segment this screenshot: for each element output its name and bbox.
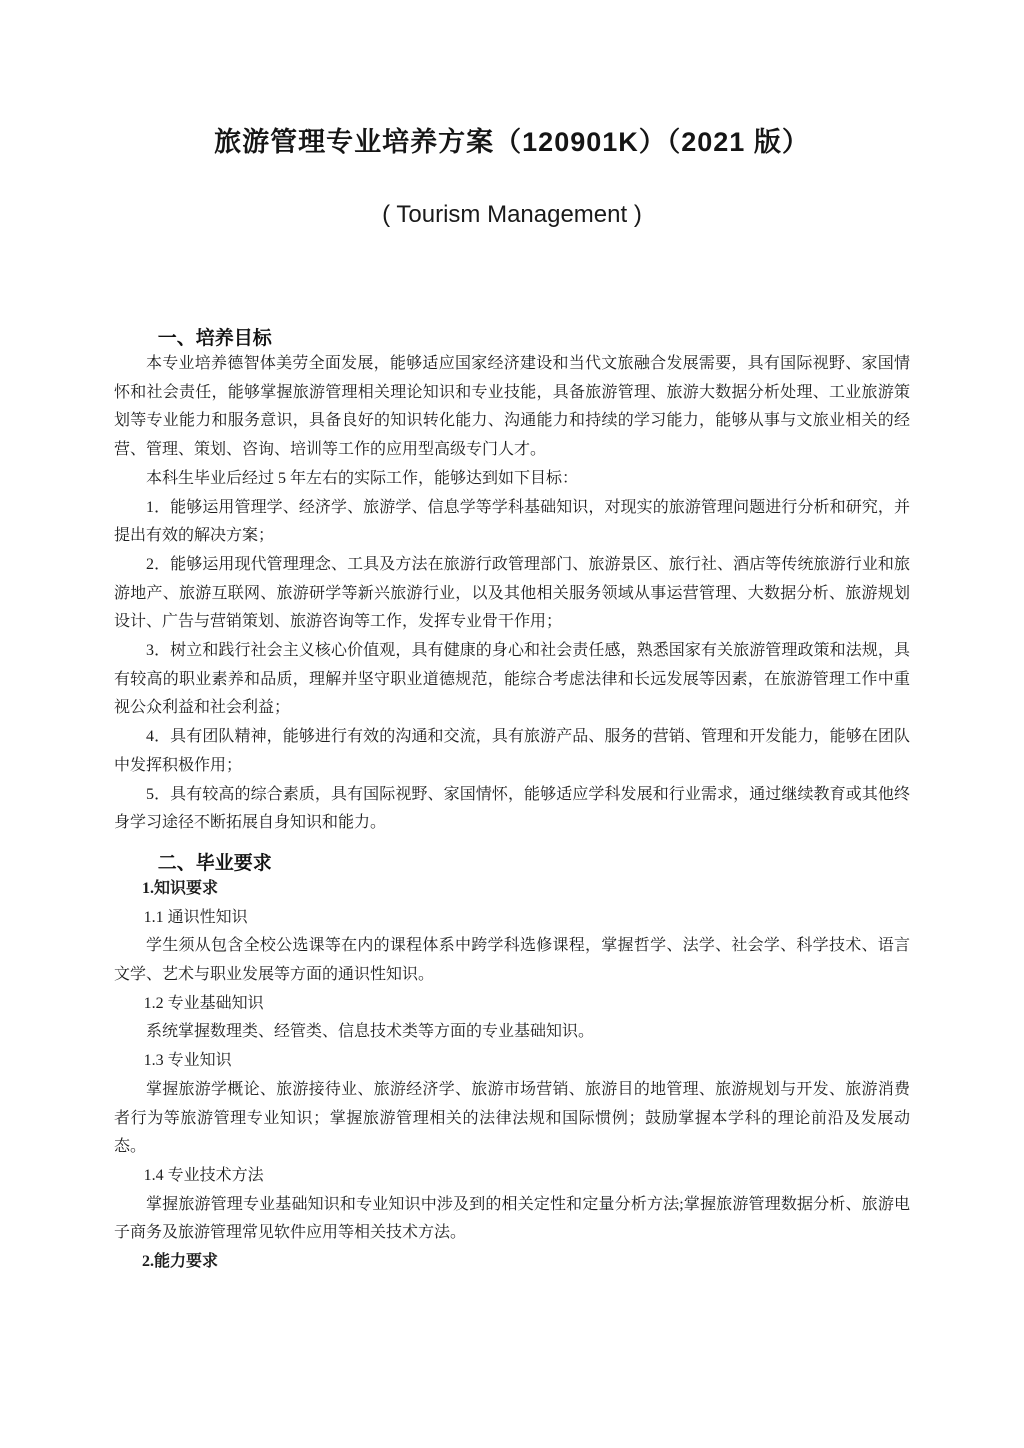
knowledge-item-1-1-text: 学生须从包含全校公选课等在内的课程体系中跨学科选修课程，掌握哲学、法学、社会学、科学技术、语言文学、艺术与职业发展等方面的通识性知识。 — [114, 937, 910, 984]
graduate-goals-lead-paragraph: 本科生毕业后经过 5 年左右的实际工作，能够达到如下目标： — [146, 469, 579, 487]
goal-item-1: 1．能够运用管理学、经济学、旅游学、信息学等学科基础知识，对现实的旅游管理问题进行分析和研究，并提出有效的解决方案； — [114, 498, 910, 545]
knowledge-item-1-1-label: 1.1 通识性知识 — [143, 908, 248, 926]
goal-item-4: 4．具有团队精神，能够进行有效的沟通和交流，具有旅游产品、服务的营销、管理和开发能力，能够在团队中发挥积极作用； — [114, 728, 910, 774]
knowledge-item-1-2-text: 系统掌握数理类、经管类、信息技术类等方面的专业基础知识。 — [146, 1023, 595, 1041]
section-heading-graduation-requirements: 二、毕业要求 — [157, 852, 272, 874]
knowledge-item-1-3-text: 掌握旅游学概论、旅游接待业、旅游经济学、旅游市场营销、旅游目的地管理、旅游规划与开发、旅游消费者行为等旅游管理专业知识；掌握旅游管理相关的法律法规和国际惯例；鼓励掌握本学科的理论前沿及发展动态。 — [114, 1080, 910, 1156]
knowledge-item-1-3-label: 1.3 专业知识 — [143, 1052, 232, 1070]
document-subtitle: ( Tourism Management ) — [382, 201, 642, 228]
knowledge-item-1-4-label: 1.4 专业技术方法 — [143, 1166, 264, 1184]
section2-body — [114, 875, 910, 1277]
document-title: 旅游管理专业培养方案（120901K）（2021 版） — [214, 127, 810, 157]
knowledge-requirements-title: 1.知识要求 — [142, 879, 219, 897]
knowledge-item-1-2-label: 1.2 专业基础知识 — [143, 994, 264, 1012]
section1-body — [114, 350, 910, 838]
goal-item-3: 3．树立和践行社会主义核心价值观，具有健康的身心和社会责任感，熟悉国家有关旅游管理政策和法规，具有较高的职业素养和品质，理解并坚守职业道德规范，能综合考虑法律和长远发展等因素，在旅游管理工作中重视公众利益和社会利益； — [114, 642, 910, 717]
goal-item-2: 2．能够运用现代管理理念、工具及方法在旅游行政管理部门、旅游景区、旅行社、酒店等传统旅游行业和旅游地产、旅游互联网、旅游研学等新兴旅游行业，以及其他相关服务领域从事运营管理、大数据分析、旅游规划设计、广告与营销策划、旅游咨询等工作，发挥专业骨干作用； — [114, 555, 910, 631]
section-heading-training-objectives: 一、培养目标 — [157, 328, 272, 349]
ability-requirements-title: 2.能力要求 — [142, 1253, 219, 1271]
document-content — [114, 0, 910, 1277]
goal-item-5: 5．具有较高的综合素质，具有国际视野、家国情怀，能够适应学科发展和行业需求，通过继续教育或其他终身学习途径不断拓展自身知识和能力。 — [114, 785, 910, 832]
knowledge-item-1-4-text: 掌握旅游管理专业基础知识和专业知识中涉及到的相关定性和定量分析方法;掌握旅游管理数据分析、旅游电子商务及旅游管理常见软件应用等相关技术方法。 — [114, 1195, 910, 1242]
training-objectives-intro-paragraph: 本专业培养德智体美劳全面发展，能够适应国家经济建设和当代文旅融合发展需要，具有国际视野、家国情怀和社会责任，能够掌握旅游管理相关理论知识和专业技能，具备旅游管理、旅游大数据分析处理、工业旅游策划等专业能力和服务意识，具备良好的知识转化能力、沟通能力和持续的学习能力，能够从事与文旅业相关的经营、管理、策划、咨询、培训等工作的应用型高级专门人才。 — [114, 355, 910, 459]
